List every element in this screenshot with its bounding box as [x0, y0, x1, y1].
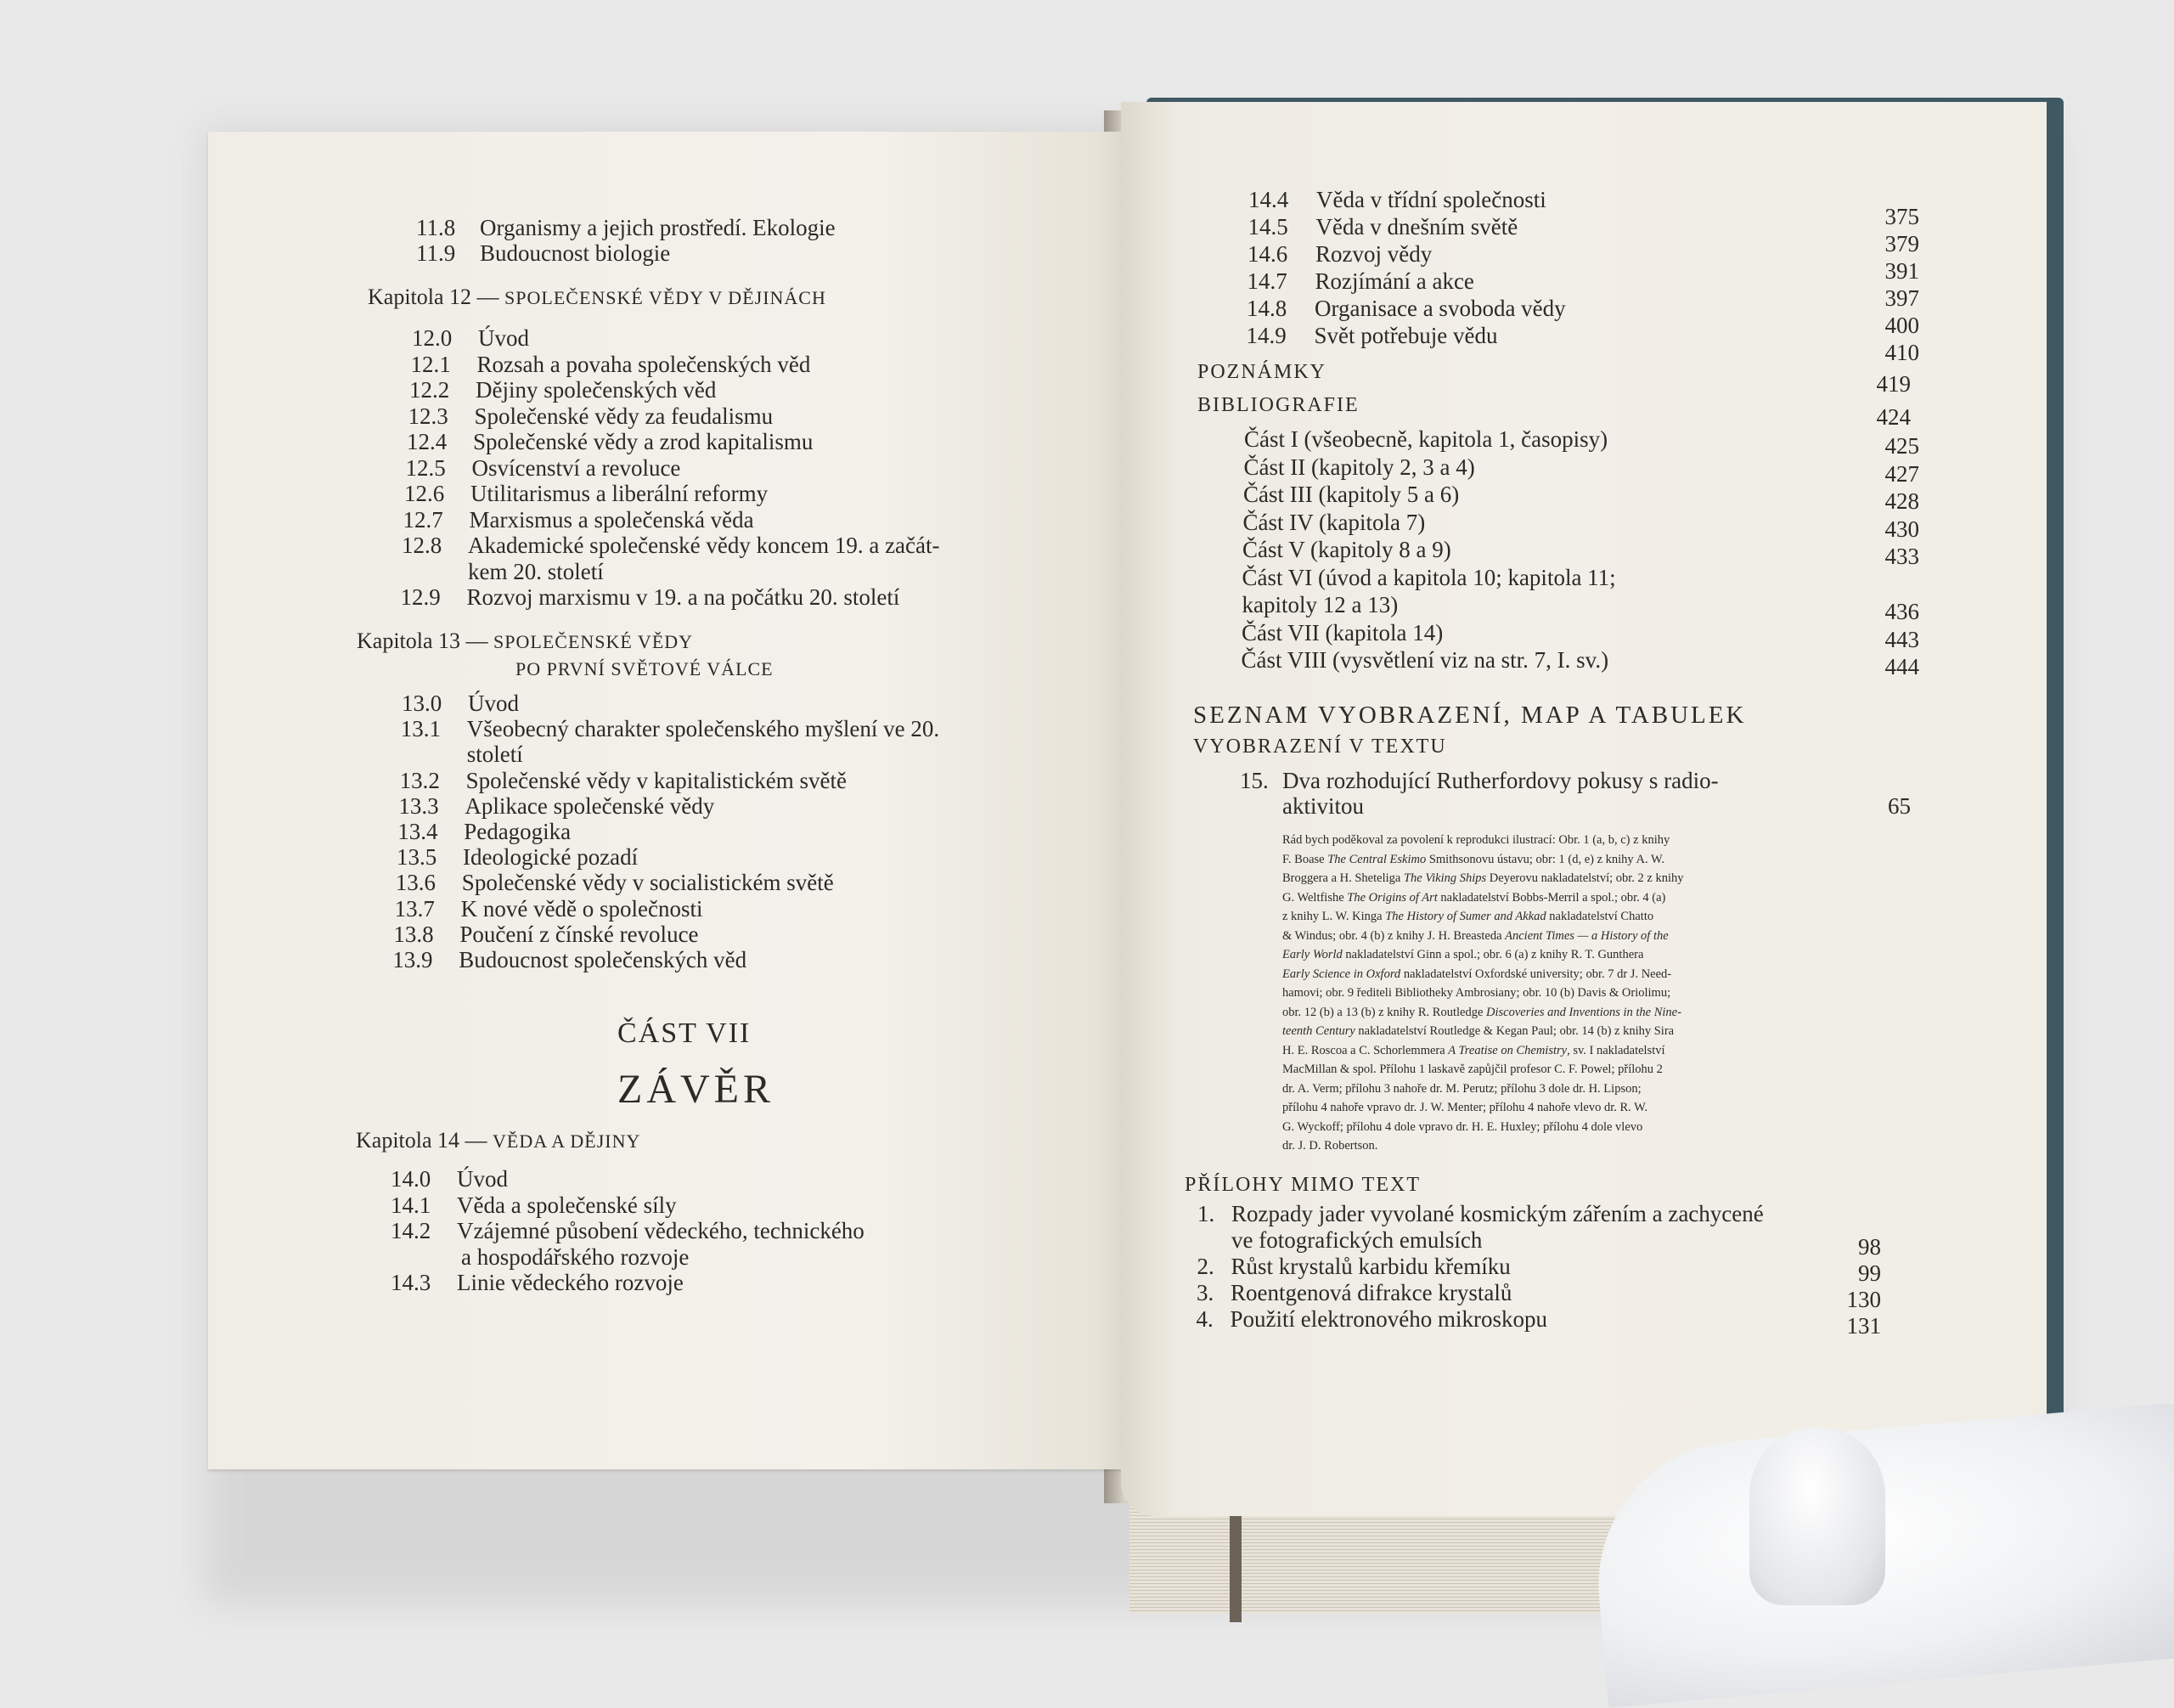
entry-title: K nové vědě o společnosti — [460, 895, 703, 922]
entry-number: 14.7 — [1247, 268, 1287, 294]
entry-page: 130 — [1846, 1287, 1881, 1312]
chapter-title: SPOLEČENSKÉ VĚDY V DĚJINÁCH — [504, 287, 826, 308]
entry-number: 14.3 — [391, 1270, 431, 1295]
entry-title: Linie vědeckého rozvoje — [457, 1270, 684, 1295]
entry-title-continued: kapitoly 12 a 13) — [1242, 592, 1399, 617]
entry-title: Část V (kapitoly 8 a 9) — [1242, 537, 1451, 562]
illustration-credits — [1282, 831, 1826, 1156]
entry-title: Dějiny společenských věd — [476, 377, 717, 403]
entry-page: 400 — [1884, 313, 1919, 338]
entry-number: 14.5 — [1248, 214, 1288, 240]
credits-line: Broggera a H. Sheteliga The Viking Ships Deyerovu nakladatelství; obr. 2 z knihy — [1282, 871, 1684, 885]
chapter-title: VĚDA A DĚJINY — [493, 1130, 641, 1152]
entry-title: Použití elektronového mikroskopu — [1230, 1306, 1547, 1332]
entry-title: Úvod — [457, 1166, 508, 1192]
entry-page: 65 — [1888, 793, 1911, 819]
entry-page: 391 — [1884, 258, 1919, 284]
entry-number: 14.1 — [391, 1192, 431, 1218]
entry-number: 11.8 — [416, 215, 456, 240]
entry-title: Úvod — [468, 691, 519, 716]
credits-line: dr. A. Verm; přílohu 3 nahoře dr. M. Perutz; přílohu 3 dole dr. H. Lipson; — [1282, 1081, 1642, 1096]
entry-title: Část III (kapitoly 5 a 6) — [1243, 482, 1460, 507]
entry-title: Vzájemné působení vědeckého, technického — [457, 1218, 865, 1243]
entry-title: Osvícenství a revoluce — [471, 454, 681, 481]
entry-title: Poučení z čínské revoluce — [459, 921, 699, 947]
entry-number: 13.3 — [398, 792, 439, 819]
bibliography-page: 424 — [1876, 404, 1911, 430]
entry-title: Věda a společenské síly — [457, 1192, 677, 1218]
notes-heading: POZNÁMKY — [1197, 361, 1327, 383]
credits-line: F. Boase The Central Eskimo Smithsonovu ústavu; obr: 1 (d, e) z knihy A. W. — [1282, 852, 1664, 866]
entry-title: Budoucnost společenských věd — [459, 947, 747, 972]
entry-title: Část I (všeobecně, kapitola 1, časopisy) — [1244, 426, 1608, 452]
entry-number: 14.9 — [1246, 323, 1287, 348]
entry-page: 444 — [1884, 654, 1919, 679]
chapter-title: SPOLEČENSKÉ VĚDY — [493, 631, 694, 652]
entry-number: 12.4 — [407, 429, 448, 454]
entry-number: 2. — [1197, 1254, 1214, 1279]
credits-line: hamovi; obr. 9 řediteli Bibliotheky Ambrosiany; obr. 10 (b) Davis & Oriolimu; — [1282, 986, 1671, 1000]
entry-title: Věda v třídní společnosti — [1316, 187, 1546, 212]
chapter-12-heading — [368, 285, 826, 310]
entry-title: Marxismus a společenská věda — [469, 506, 754, 533]
entry-title: Věda v dnešním světě — [1315, 214, 1518, 240]
entry-title: Ideologické pozadí — [463, 844, 639, 871]
entry-number: 13.4 — [397, 819, 438, 844]
credits-line: přílohu 4 nahoře vpravo dr. J. W. Menter; přílohu 4 nahoře vlevo dr. R. W. — [1282, 1101, 1648, 1114]
entry-title: Společenské vědy a zrod kapitalismu — [473, 429, 814, 454]
entry-title: Rozvoj vědy — [1315, 241, 1433, 267]
entry-title-continued: aktivitou — [1282, 793, 1364, 819]
entry-page: 397 — [1884, 285, 1919, 311]
entry-page: 131 — [1846, 1313, 1881, 1339]
entry-title: Část II (kapitoly 2, 3 a 4) — [1243, 454, 1475, 480]
entry-title: Utilitarismus a liberální reformy — [470, 481, 769, 506]
entry-number: 14.2 — [391, 1218, 431, 1243]
chapter-13-heading-line2 — [515, 656, 774, 681]
entry-title: Pedagogika — [464, 819, 572, 844]
entry-title: Rozsah a povaha společenských věd — [476, 351, 811, 377]
entry-page: 433 — [1884, 544, 1919, 569]
list-of-illustrations-heading: SEZNAM VYOBRAZENÍ, MAP A TABULEK — [1193, 702, 1747, 729]
entry-title: Rozpady jader vyvolané kosmickým zářením a zachycené — [1231, 1201, 1764, 1226]
entry-title: Společenské vědy v socialistickém světě — [461, 870, 834, 896]
entry-title: Svět potřebuje vědu — [1314, 323, 1498, 348]
entry-number: 12.2 — [409, 377, 450, 403]
entry-number: 13.0 — [402, 691, 442, 716]
entry-title: Organisace a svoboda vědy — [1315, 296, 1566, 321]
entry-title: Budoucnost biologie — [480, 240, 671, 266]
entry-title: Část IV (kapitola 7) — [1242, 509, 1426, 535]
entry-title: Společenské vědy v kapitalistickém světě — [465, 767, 847, 793]
entry-number: 14.0 — [391, 1166, 431, 1192]
notes-page: 419 — [1876, 371, 1911, 397]
credits-line: Early Science in Oxford nakladatelství Oxfordské university; obr. 7 dr J. Need- — [1282, 967, 1672, 981]
entry-number: 12.3 — [408, 403, 448, 429]
entry-title: Organismy a jejich prostředí. Ekologie — [480, 215, 836, 240]
credits-line: dr. J. D. Robertson. — [1282, 1139, 1378, 1153]
entry-number: 12.1 — [410, 351, 451, 377]
entry-number: 12.0 — [412, 325, 453, 351]
entry-number: 12.8 — [402, 533, 442, 558]
entry-number: 13.5 — [397, 844, 437, 871]
credits-line: obr. 12 (b) a 13 (b) z knihy R. Routledge Discoveries and Inventions in the Nine- — [1282, 1005, 1681, 1019]
entry-title-continued: ve fotografických emulsích — [1231, 1227, 1483, 1253]
entry-page: 410 — [1884, 340, 1919, 365]
entry-title: Akademické společenské vědy koncem 19. a začát- — [468, 533, 940, 558]
glove-thumb — [1749, 1427, 1885, 1605]
entry-page: 98 — [1858, 1234, 1881, 1260]
entry-number: 13.8 — [393, 921, 434, 947]
entry-title: Úvod — [478, 325, 529, 351]
entry-title-continued: a hospodářského rozvoje — [461, 1243, 690, 1270]
entry-number: 12.9 — [400, 584, 441, 610]
entry-title-continued: století — [466, 741, 523, 768]
chapter-14-heading — [356, 1128, 640, 1153]
entry-page: 99 — [1858, 1260, 1881, 1286]
entry-number: 13.1 — [400, 716, 442, 742]
entry-number: 3. — [1197, 1280, 1214, 1305]
entry-number: 11.9 — [416, 240, 456, 266]
appendices-heading: PŘÍLOHY MIMO TEXT — [1185, 1174, 1421, 1196]
entry-title-continued: kem 20. století — [468, 558, 604, 584]
entry-page: 436 — [1884, 599, 1919, 624]
entry-title: Roentgenová difrakce krystalů — [1231, 1280, 1512, 1305]
right-page — [1121, 102, 2047, 1516]
entry-title: Růst krystalů karbidu křemíku — [1231, 1254, 1511, 1279]
entry-title: Aplikace společenské vědy — [465, 792, 715, 819]
chapter-13-heading — [357, 629, 693, 654]
credits-line: Early World nakladatelství Ginn a spol.; obr. 6 (a) z knihy R. T. Gunthera — [1282, 948, 1644, 961]
chapter-title-continued: PO PRVNÍ SVĚTOVÉ VÁLCE — [515, 658, 774, 679]
entry-number: 4. — [1196, 1306, 1214, 1332]
entry-number: 12.7 — [403, 506, 443, 533]
entry-number: 15. — [1240, 768, 1269, 793]
part-title: ZÁVĚR — [617, 1067, 774, 1112]
entry-title: Část VI (úvod a kapitola 10; kapitola 11; — [1242, 564, 1616, 590]
entry-title: Dva rozhodující Rutherfordovy pokusy s radio- — [1282, 768, 1719, 793]
entry-number: 13.7 — [394, 895, 435, 922]
entry-number: 13.2 — [399, 767, 440, 793]
entry-number: 13.9 — [392, 947, 433, 972]
illustrations-heading: VYOBRAZENÍ V TEXTU — [1193, 736, 1447, 758]
credits-line: H. E. Roscoa a C. Schorlemmera A Treatise on Chemistry, sv. I nakladatelství — [1282, 1043, 1665, 1057]
entry-title: Všeobecný charakter společenského myšlení ve 20. — [466, 716, 940, 742]
entry-number: 14.8 — [1247, 296, 1287, 321]
entry-number: 14.4 — [1248, 187, 1289, 212]
entry-number: 12.5 — [405, 454, 446, 481]
credits-line: teenth Century nakladatelství Routledge & Kegan Paul; obr. 14 (b) z knihy Sira — [1282, 1024, 1675, 1038]
entry-page: 443 — [1884, 626, 1919, 652]
credits-line: G. Wyckoff; přílohu 4 dole vpravo dr. H. E. Huxley; přílohu 4 dole vlevo — [1282, 1119, 1643, 1134]
credits-line: MacMillan & spol. Přílohu 1 laskavě zapůjčil profesor C. F. Powel; přílohu 2 — [1282, 1063, 1663, 1076]
entry-number: 14.6 — [1248, 241, 1288, 267]
entry-page: 425 — [1884, 433, 1919, 459]
entry-page: 428 — [1884, 488, 1919, 514]
chapter-prefix: Kapitola 13 — — [357, 629, 488, 653]
credits-line: G. Weltfishe The Origins of Art nakladatelství Bobbs-Merril a spol.; obr. 4 (a) — [1282, 890, 1666, 905]
entry-number: 1. — [1197, 1201, 1215, 1226]
entry-page: 375 — [1884, 204, 1919, 229]
credits-line: & Windus; obr. 4 (b) z knihy J. H. Breasteda Ancient Times — a History of the — [1282, 928, 1669, 943]
credits-line: Rád bych poděkoval za povolení k reprodukci ilustrací: Obr. 1 (a, b, c) z knihy — [1282, 833, 1670, 847]
credits-line: z knihy L. W. Kinga The History of Sumer and Akkad nakladatelství Chatto — [1282, 910, 1654, 923]
entry-title: Část VIII (vysvětlení viz na str. 7, I. sv.) — [1241, 647, 1609, 673]
entry-title: Společenské vědy za feudalismu — [474, 403, 774, 429]
entry-page: 379 — [1884, 231, 1919, 256]
entry-title: Rozvoj marxismu v 19. a na počátku 20. století — [466, 584, 900, 610]
chapter-prefix: Kapitola 14 — — [356, 1128, 487, 1153]
entry-title: Rozjímání a akce — [1315, 268, 1474, 294]
part-label: ČÁST VII — [617, 1017, 752, 1049]
entry-page: 430 — [1884, 516, 1919, 542]
left-page — [208, 132, 1142, 1469]
entry-page: 427 — [1884, 460, 1919, 487]
entry-number: 13.6 — [395, 870, 436, 896]
entry-number: 12.6 — [404, 481, 445, 506]
bibliography-heading: BIBLIOGRAFIE — [1197, 394, 1360, 416]
entry-title: Část VII (kapitola 14) — [1242, 619, 1444, 645]
chapter-prefix: Kapitola 12 — — [368, 285, 499, 309]
